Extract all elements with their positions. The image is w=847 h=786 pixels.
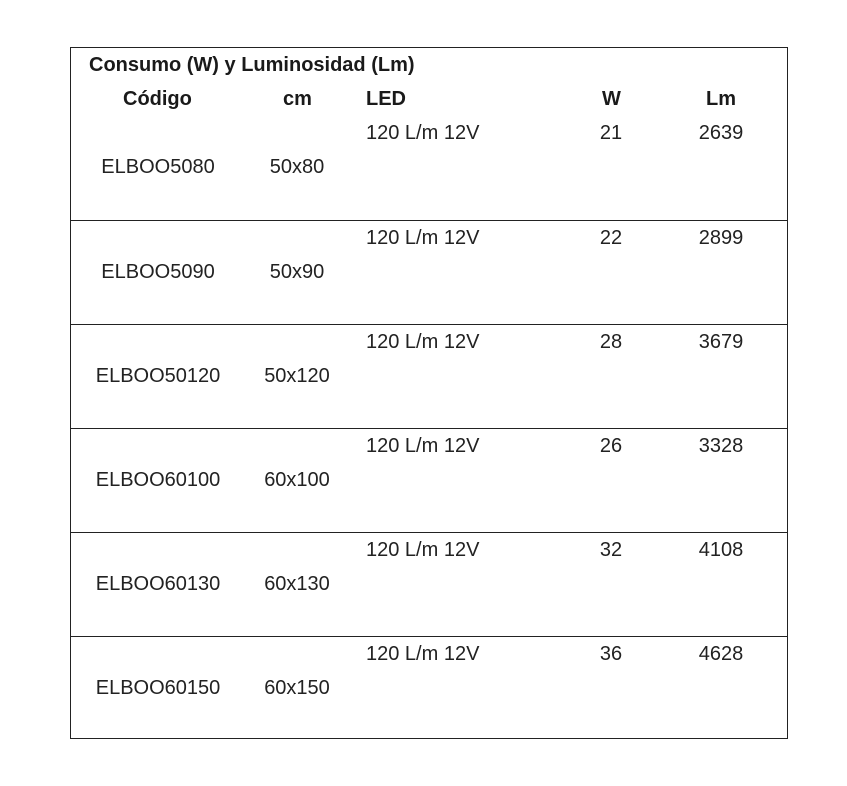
row-lumens: 2639 — [698, 122, 744, 144]
row-size: 60x150 — [264, 677, 330, 699]
row-led: 120 L/m 12V — [366, 331, 480, 353]
row-lumens: 3679 — [698, 331, 744, 353]
row-lumens: 4628 — [698, 643, 744, 665]
row-watts: 36 — [599, 643, 623, 665]
row-size: 50x120 — [264, 365, 330, 387]
row-watts: 32 — [599, 539, 623, 561]
spec-table — [70, 47, 788, 739]
row-code: ELBOO5080 — [101, 156, 215, 178]
header-cm: cm — [283, 88, 312, 110]
row-code: ELBOO60100 — [95, 469, 221, 491]
table-row — [71, 220, 787, 324]
row-led: 120 L/m 12V — [366, 227, 480, 249]
row-code: ELBOO5090 — [101, 261, 215, 283]
table-row — [71, 636, 787, 738]
row-size: 50x80 — [269, 156, 325, 178]
row-size: 60x100 — [264, 469, 330, 491]
row-lumens: 3328 — [698, 435, 744, 457]
row-lumens: 4108 — [698, 539, 744, 561]
header-w: W — [602, 88, 621, 110]
table-row — [71, 324, 787, 428]
row-lumens: 2899 — [698, 227, 744, 249]
table-row — [71, 428, 787, 532]
row-size: 50x90 — [269, 261, 325, 283]
row-code: ELBOO60150 — [95, 677, 221, 699]
row-watts: 28 — [599, 331, 623, 353]
row-watts: 26 — [599, 435, 623, 457]
row-code: ELBOO50120 — [95, 365, 221, 387]
header-lm: Lm — [706, 88, 736, 110]
header-code: Código — [123, 88, 192, 110]
row-watts: 22 — [599, 227, 623, 249]
row-led: 120 L/m 12V — [366, 539, 480, 561]
row-watts: 21 — [599, 122, 623, 144]
header-led: LED — [366, 88, 406, 110]
row-led: 120 L/m 12V — [366, 122, 480, 144]
row-led: 120 L/m 12V — [366, 643, 480, 665]
row-code: ELBOO60130 — [95, 573, 221, 595]
row-led: 120 L/m 12V — [366, 435, 480, 457]
row-size: 60x130 — [264, 573, 330, 595]
table-row — [71, 116, 787, 220]
table-title: Consumo (W) y Luminosidad (Lm) — [89, 54, 415, 76]
table-row — [71, 532, 787, 636]
